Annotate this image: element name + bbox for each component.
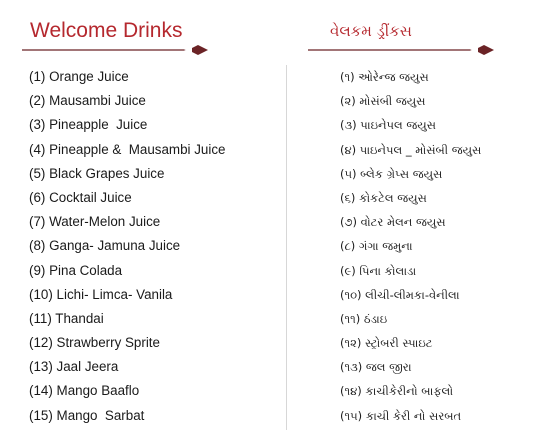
list-item: (૧૦) લીચી-લીમકા-વેનીલા [340, 287, 460, 302]
list-item: (૧૫) કાચી કેરી નો સરબત [340, 408, 462, 423]
list-item: (7) Water-Melon Juice [29, 214, 161, 230]
list-item: (૨) મોસંબી જયુસ [340, 94, 426, 109]
list-item: (2) Mausambi Juice [29, 93, 146, 109]
list-item: (13) Jaal Jeera [29, 359, 119, 375]
title-english: Welcome Drinks [30, 19, 183, 42]
list-item: (10) Lichi- Limca- Vanila [29, 286, 173, 302]
list-item: (૧) ઓરેન્જ જયુસ [340, 70, 429, 84]
list-item: (૭) વોટર મેલન જયુસ [340, 215, 446, 230]
list-item: (4) Pineapple & Mausambi Juice [29, 141, 226, 157]
list-item: (3) Pineapple Juice [29, 117, 148, 133]
list-item: (૩) પાઇનેપલ જયુસ [340, 118, 436, 133]
list-item: (1) Orange Juice [29, 69, 129, 84]
list-item: (૫) બ્લેક ગ્રેપ્સ જયુસ [340, 166, 443, 181]
list-item: (8) Ganga- Jamuna Juice [29, 238, 181, 254]
list-item: (૬) કોકટેલ જયુસ [340, 190, 427, 205]
list-item: (12) Strawberry Sprite [29, 335, 160, 351]
column-divider [286, 65, 287, 430]
list-item: (9) Pina Colada [29, 262, 123, 278]
divider-ornament-left [22, 44, 208, 56]
list-item: (૪) પાઇનેપલ _ મોસંબી જયુસ [340, 142, 482, 157]
list-item: (5) Black Grapes Juice [29, 165, 165, 181]
list-item: (15) Mango Sarbat [29, 407, 145, 423]
list-item: (૧૧) ઠંડાઇ [340, 311, 388, 326]
list-item: (11) Thandai [29, 310, 104, 326]
title-gujarati: વેલકમ ડ્રીંકસ [330, 22, 412, 40]
list-item: (૧૪) કાચીકેરીનો બાફલો [340, 384, 454, 399]
drinks-list-english [29, 66, 226, 429]
list-item: (૯) પિના કોલાડા [340, 263, 417, 278]
list-item: (૮) ગંગા જમુના [340, 239, 413, 254]
drinks-list-gujarati [340, 66, 481, 429]
list-item: (૧૨) સ્ટ્રોબરી સ્પાઇટ [340, 336, 433, 351]
list-item: (૧૩) જલ જીરા [340, 360, 412, 375]
list-item: (14) Mango Baaflo [29, 383, 140, 399]
divider-ornament-right [308, 44, 494, 56]
list-item: (6) Cocktail Juice [29, 189, 132, 205]
